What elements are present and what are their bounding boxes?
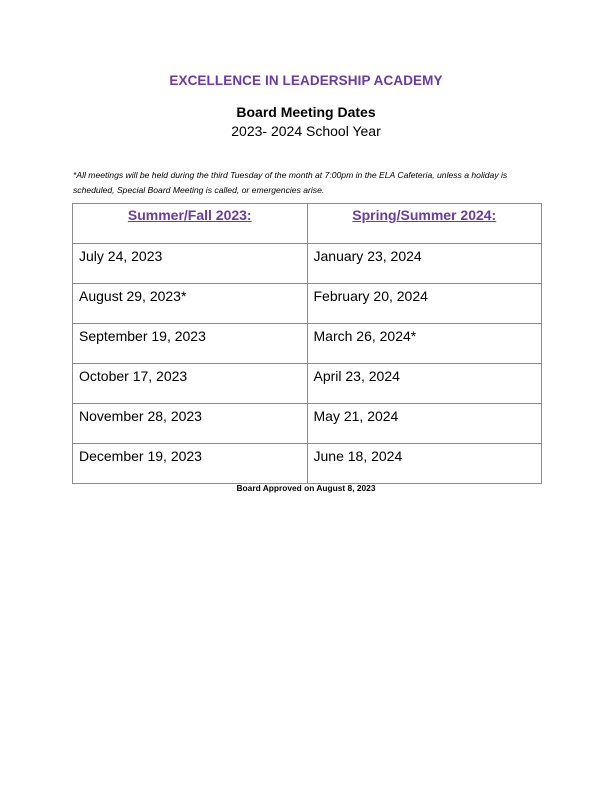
date-cell: November 28, 2023 (73, 404, 308, 444)
table-header-row (73, 204, 542, 244)
meeting-note: *All meetings will be held during the third Tuesday of the month at 7:00pm in the ELA Cafeteria, unless a holiday is scheduled, Special Board Meeting is called, or emergencies arise. (73, 170, 508, 195)
meeting-dates-table (72, 203, 542, 484)
table-row (73, 364, 542, 404)
date-cell: December 19, 2023 (73, 444, 308, 484)
board-approval-note: Board Approved on August 8, 2023 (236, 483, 376, 493)
column-header-spring-summer: Spring/Summer 2024: (307, 204, 542, 244)
date-cell: February 20, 2024 (307, 284, 542, 324)
table-row (73, 324, 542, 364)
date-cell: September 19, 2023 (73, 324, 308, 364)
table-row (73, 284, 542, 324)
column-header-summer-fall: Summer/Fall 2023: (73, 204, 308, 244)
date-cell: July 24, 2023 (73, 244, 308, 284)
date-cell: May 21, 2024 (307, 404, 542, 444)
table-row (73, 404, 542, 444)
date-cell: August 29, 2023* (73, 284, 308, 324)
document-subtitle: 2023- 2024 School Year (231, 123, 381, 139)
date-cell: April 23, 2024 (307, 364, 542, 404)
table-row (73, 244, 542, 284)
organization-title: EXCELLENCE IN LEADERSHIP ACADEMY (169, 73, 443, 88)
date-cell: January 23, 2024 (307, 244, 542, 284)
table-row (73, 444, 542, 484)
date-cell: October 17, 2023 (73, 364, 308, 404)
date-cell: June 18, 2024 (307, 444, 542, 484)
document-title: Board Meeting Dates (236, 104, 376, 120)
date-cell: March 26, 2024* (307, 324, 542, 364)
